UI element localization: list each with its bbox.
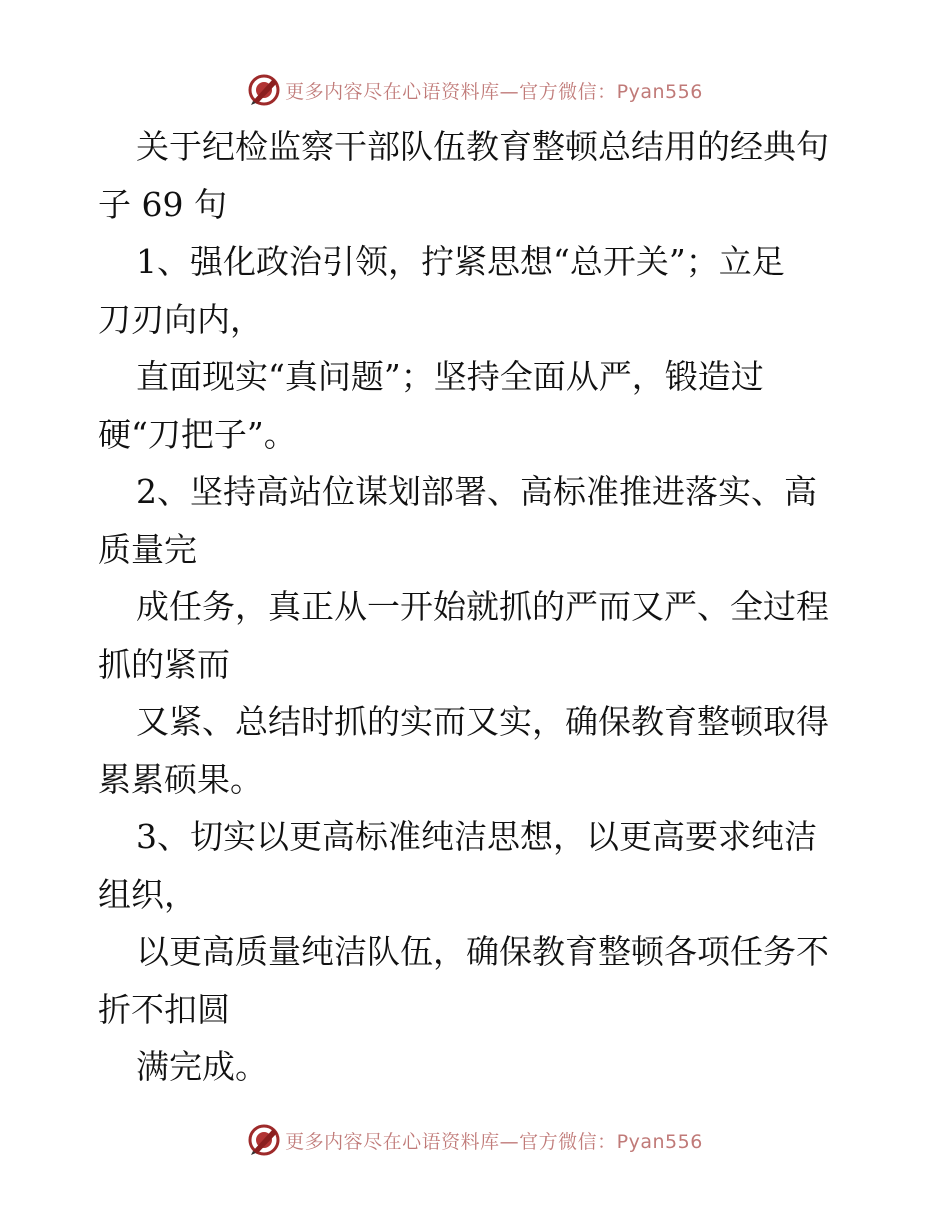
paragraph-1-line-4: 硬“刀把子”。 [98, 414, 297, 454]
pen-logo-icon [247, 73, 281, 107]
paragraph-3-line-5: 满完成。 [136, 1047, 268, 1086]
title-line-1: 关于纪检监察干部队伍教育整顿总结用的经典句 [136, 127, 829, 166]
paragraph-3-line-1: 3、切实以更高标准纯洁思想，以更高要求纯洁 [136, 817, 817, 856]
paragraph-2-line-5: 又紧、总结时抓的实而又实，确保教育整顿取得 [136, 702, 829, 741]
paragraph-2-line-2: 质量完 [98, 529, 197, 569]
pen-logo-icon [247, 1123, 281, 1157]
paragraph-3-line-3: 以更高质量纯洁队伍，确保教育整顿各项任务不 [136, 932, 829, 971]
header-text: 更多内容尽在心语资料库—官方微信：Pyan556 [285, 80, 703, 103]
title-line-2: 子 69 句 [98, 184, 227, 224]
footer-text: 更多内容尽在心语资料库—官方微信：Pyan556 [285, 1130, 703, 1153]
header-banner [0, 68, 950, 112]
paragraph-2-line-3: 成任务，真正从一开始就抓的严而又严、全过程 [136, 587, 829, 626]
paragraph-3-line-2: 组织， [98, 874, 197, 914]
paragraph-2-line-4: 抓的紧而 [98, 644, 230, 684]
paragraph-2-line-6: 累累硕果。 [98, 759, 263, 799]
paragraph-3-line-4: 折不扣圆 [98, 989, 230, 1029]
paragraph-1-line-1: 1、强化政治引领，拧紧思想“总开关”；立足 [136, 242, 785, 281]
footer-banner [0, 1118, 950, 1162]
paragraph-1-line-2: 刀刃向内， [98, 299, 263, 339]
paragraph-2-line-1: 2、坚持高站位谋划部署、高标准推进落实、高 [136, 472, 817, 511]
document-body [98, 118, 858, 1096]
paragraph-1-line-3: 直面现实“真问题”；坚持全面从严，锻造过 [136, 357, 764, 396]
